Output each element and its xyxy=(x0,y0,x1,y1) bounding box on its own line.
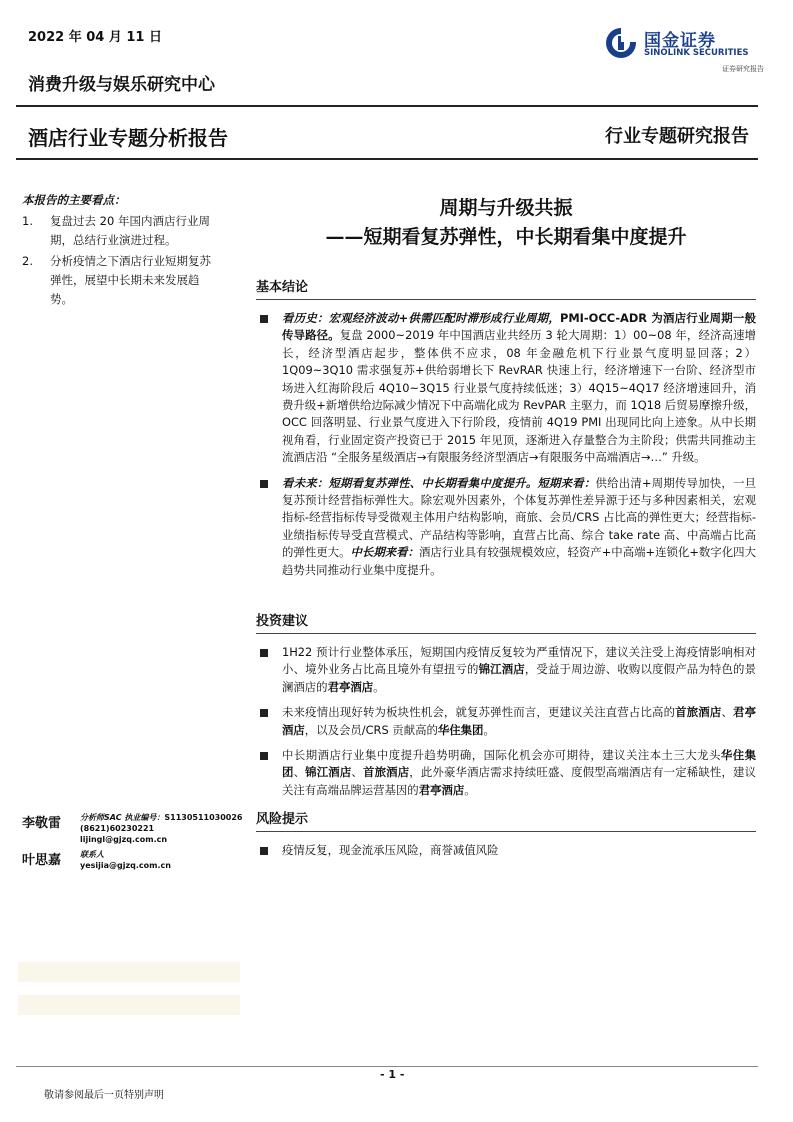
company-name: 君亭酒店 xyxy=(327,679,374,694)
bullet-body: 疫情反复，现金流承压风险，商誉减值风险 xyxy=(282,843,499,857)
bullet-square-icon xyxy=(260,315,268,323)
bullet-body: 中长期酒店行业集中度提升趋势明确，国际化机会亦可期待，建议关注本土三大龙头 xyxy=(282,748,721,763)
bullet-body: ，受益于周边游、收购以度假产品为特色的景澜酒店的 xyxy=(282,662,756,694)
advice-bullet xyxy=(256,747,756,799)
company-name: 首旅酒店 xyxy=(363,765,410,780)
company-name: 锦江酒店 xyxy=(305,765,352,780)
company-name: 华住集团 xyxy=(437,722,484,737)
bullet-body: 。 xyxy=(464,782,476,797)
analyst-phone: (8621)60230221 xyxy=(80,824,155,833)
bullet-body: 、 xyxy=(293,765,306,780)
analyst-email[interactable]: lijingl@gjzq.com.cn xyxy=(80,835,168,844)
analyst-sac-id: S1130511030026 xyxy=(164,813,243,822)
analyst-name: 叶思嘉 xyxy=(22,853,62,868)
logo-subtitle: 证券研究报告 xyxy=(722,65,764,73)
bullet-body: ，以及会员/CRS 贡献高的 xyxy=(304,722,438,737)
logo-mark-icon xyxy=(604,26,638,60)
bullet-body: ，此外豪华酒店需求持续旺盛、度假型高端酒店有一定稀缺性，建议关注有高端品牌运营基因的 xyxy=(282,765,756,797)
conclusion-bullet xyxy=(256,310,756,467)
bullet-lead: 看未来：短期看复苏弹性、中长期看集中度提升。短期来看： xyxy=(282,475,596,490)
advice-bullet xyxy=(256,644,756,696)
analyst-name: 李敬雷 xyxy=(22,816,62,831)
analyst-entry xyxy=(22,812,247,845)
main-title xyxy=(256,194,756,252)
section-heading: 投资建议 xyxy=(256,610,756,634)
highlight-number: 1. xyxy=(22,214,33,228)
bullet-square-icon xyxy=(260,752,268,760)
header-divider xyxy=(16,105,758,107)
main-title-line1: 周期与升级共振 xyxy=(439,197,573,219)
risk-section xyxy=(256,808,756,867)
bullet-square-icon xyxy=(260,847,268,855)
bullet-body: 、 xyxy=(721,705,734,720)
report-title: 酒店行业专题分析报告 xyxy=(28,126,228,150)
bullet-body: 复盘 2000~2019 年中国酒店业共经历 3 轮大周期：1）00~08 年，经济高速增长，经济型酒店起步，整体供不应求，08 年金融危机下行业景气度明显回落；2）1Q09~3Q10 需求强复苏+供给弱增长下 RevRAR 快速上行，经济增速下一台阶、经济型市场进入红海阶段后 4Q10~3Q15 行业景气度持续低迷；3）4Q15~4Q17 经济增速回升，消费升级+新增供给边际减少情况下中高端化成为 RevPAR 主驱力，而 1Q18 后贸易摩擦升级，OCC 回落明显、行业景气度进入下行阶段，疫情前 4Q19 PMI 出现同比向上迹象。从中长期视角看，行业固定资产投资已于 2015 年见顶，逐渐进入存量整合为主阶段；供需共同推动主流酒店沿 “全服务星级酒店→有限服务经济型酒店→有限服务中高端酒店→…” 升级。 xyxy=(282,328,756,465)
company-name: 锦江酒店 xyxy=(478,662,525,677)
title-divider xyxy=(16,158,758,160)
highlights-sidebar xyxy=(22,192,222,311)
sidebar-shaded-band xyxy=(18,995,240,1015)
highlight-item xyxy=(22,212,222,250)
risk-bullet xyxy=(256,842,756,859)
highlight-text: 复盘过去 20 年国内酒店行业周期，总结行业演进过程。 xyxy=(50,214,210,247)
company-logo xyxy=(600,24,765,74)
analyst-role: 联系人 xyxy=(80,850,104,859)
sidebar-shaded-band xyxy=(18,962,240,982)
bullet-square-icon xyxy=(260,480,268,488)
bullet-body: 1H22 预计行业整体承压，短期国内疫情反复较为严重情况下，建议关注受上海疫情影响相对小、境外业务占比高且境外有望扭亏的 xyxy=(282,645,756,677)
analyst-role: 分析师SAC 执业编号： xyxy=(80,813,165,822)
report-type: 行业专题研究报告 xyxy=(605,126,749,147)
highlight-number: 2. xyxy=(22,254,33,268)
analyst-email[interactable]: yesijia@gjzq.com.cn xyxy=(80,861,171,870)
bullet-square-icon xyxy=(260,649,268,657)
bullet-body: 供给出清+周期传导加快，一旦复苏预计经营指标弹性大。除宏观外因素外，个体复苏弹性差异源于还与多种因素相关，宏观指标-经营指标传导受微观主体用户结构影响，商旅、会员/CRS 占比高的弹性更大；经营指标-业绩指标传导受直营模式、产品结构等影响，直营占比高、综合 take rate 高、中高端占比高的弹性更大。 xyxy=(282,475,756,560)
logo-english-name: SINOLINK SECURITIES xyxy=(644,48,749,58)
analyst-contacts xyxy=(22,812,247,875)
highlight-item xyxy=(22,252,222,309)
bullet-lead: PMI-OCC-ADR 为酒店行业周期一般传导路径。 xyxy=(282,311,756,343)
bullet-body: 、 xyxy=(351,765,363,780)
bullet-lead: 中长期来看： xyxy=(350,545,420,560)
bullet-body: 酒店行业具有较强规模效应，轻资产+中高端+连锁化+数字化四大趋势共同推动行业集中度提升。 xyxy=(282,545,756,577)
advice-bullet xyxy=(256,704,756,739)
company-name: 君亭酒店 xyxy=(282,705,756,737)
logo-chinese-name: 国金证券 xyxy=(644,31,716,51)
company-name: 首旅酒店 xyxy=(675,705,722,720)
report-date: 2022 年 04 月 11 日 xyxy=(28,30,162,45)
footer-divider xyxy=(16,1066,758,1067)
bullet-body: 。 xyxy=(483,722,495,737)
highlight-text: 分析疫情之下酒店行业短期复苏弹性，展望中长期未来发展趋势。 xyxy=(50,254,211,306)
conclusion-bullet xyxy=(256,475,756,579)
bullet-body: 。 xyxy=(373,679,385,694)
bullet-square-icon xyxy=(260,709,268,717)
main-title-line2: ——短期看复苏弹性，中长期看集中度提升 xyxy=(325,226,687,248)
bullet-body: 未来疫情出现好转为板块性机会，就复苏弹性而言，更建议关注直营占比高的 xyxy=(282,705,676,720)
analyst-entry xyxy=(22,849,247,871)
footer-disclaimer: 敬请参阅最后一页特别声明 xyxy=(44,1090,164,1101)
conclusion-section xyxy=(256,276,756,587)
research-center-name: 消费升级与娱乐研究中心 xyxy=(28,75,215,95)
company-name: 华住集团 xyxy=(282,748,756,780)
advice-section xyxy=(256,610,756,807)
section-heading: 基本结论 xyxy=(256,276,756,300)
company-name: 君亭酒店 xyxy=(418,782,465,797)
bullet-lead: 看历史：宏观经济波动+供需匹配时滞形成行业周期， xyxy=(282,311,560,325)
page-number: - 1 - xyxy=(380,1068,405,1081)
section-heading: 风险提示 xyxy=(256,808,756,832)
highlights-heading: 本报告的主要看点： xyxy=(22,193,126,207)
